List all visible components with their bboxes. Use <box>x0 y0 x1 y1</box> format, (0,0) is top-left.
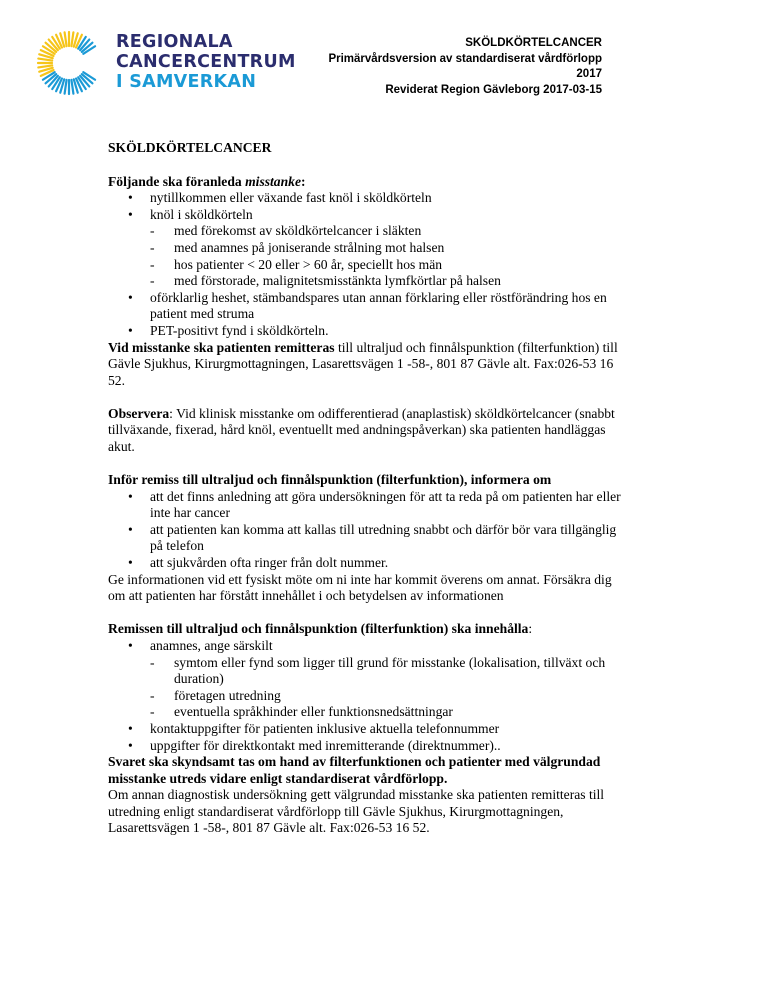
rcc-logo <box>34 28 296 98</box>
logo-line-1: REGIONALA <box>116 32 233 52</box>
sun-ray <box>71 80 73 94</box>
info-paragraph: Ge informationen vid ett fysiskt möte om ni inte har kommit överens om annat. Försäkra dig om att patienten har förstått innehållet i och betydelsen av informationen <box>108 571 612 604</box>
suspicion-section <box>108 174 628 340</box>
sub-list-item: - med förekomst av sköldkörtelcancer i släkten <box>150 223 628 240</box>
list-item-text: oförklarlig heshet, stämbandspares utan annan förklaring eller röstförändring hos en patient med struma <box>150 289 607 322</box>
list-item-text: att det finns anledning att göra undersökningen för att ta reda på om patienten har eller inte har cancer <box>150 488 621 521</box>
answer-paragraph <box>108 754 628 837</box>
sub-list-item: - symtom eller fynd som ligger till grund för misstanke (lokalisation, tillväxt och duration) <box>150 655 628 688</box>
logo-line-2: CANCERCENTRUM <box>116 52 296 72</box>
sun-ray <box>38 65 52 67</box>
list-item <box>108 323 628 340</box>
answer-bold: Svaret ska skyndsamt tas om hand av filterfunktionen och patienter med välgrundad misstanke utreds vidare enligt standardiserat vårdförlopp. <box>108 754 601 786</box>
sun-ray <box>38 59 52 61</box>
list-item-text: att sjukvården ofta ringer från dolt nummer. <box>150 555 389 571</box>
content-list <box>108 638 628 754</box>
header-version: Primärvårdsversion av standardiserat vårdförlopp 2017 <box>328 52 602 80</box>
sun-ray <box>65 80 67 94</box>
sun-ray <box>65 32 67 46</box>
suspicion-heading: Följande ska föranleda misstanke: <box>108 173 306 189</box>
header-title: SKÖLDKÖRTELCANCER <box>465 37 602 49</box>
inform-heading: Inför remiss till ultraljud och finnålspunktion (filterfunktion), informera om <box>108 472 552 488</box>
list-item <box>108 190 628 207</box>
list-item-text: att patienten kan komma att kallas till utredning snabbt och därför bör vara tillgänglig på telefon <box>150 521 617 554</box>
list-item-text: PET-positivt fynd i sköldkörteln. <box>150 322 329 338</box>
logo-wordmark <box>116 32 296 92</box>
content-heading: Remissen till ultraljud och finnålspunktion (filterfunktion) ska innehålla: <box>108 621 533 637</box>
list-item <box>108 638 628 721</box>
inform-section <box>108 472 628 572</box>
observe-paragraph: Observera: Vid klinisk misstanke om odifferentierad (anaplastisk) sköldkörtelcancer (snabbt tillväxande, fixerad, hård knöl, eventuellt med andningspåverkan) ska patienten handläggas akut. <box>108 405 615 454</box>
list-item-text: uppgifter för direktkontakt med inremitterande (direktnummer).. <box>150 737 501 753</box>
sub-list <box>150 223 628 289</box>
content-section <box>108 621 628 754</box>
list-item-text: anamnes, ange särskilt <box>150 637 273 653</box>
document-header <box>300 36 602 98</box>
sun-logo-icon <box>34 28 108 98</box>
logo-line-3: I SAMVERKAN <box>116 72 257 92</box>
sub-list-item: - företagen utredning <box>150 688 628 705</box>
sub-list-item: - hos patienter < 20 eller > 60 år, speciellt hos män <box>150 257 628 274</box>
list-item <box>108 207 628 290</box>
suspicion-list <box>108 190 628 339</box>
sub-list-item: - med förstorade, malignitetsmisstänkta lymfkörtlar på halsen <box>150 273 628 290</box>
list-item-text: kontaktuppgifter för patienten inklusive aktuella telefonnummer <box>150 720 500 736</box>
list-item <box>108 489 628 522</box>
document-body <box>108 140 628 837</box>
answer-text: Om annan diagnostisk undersökning gett välgrundad misstanke ska patienten remitteras till utredning enligt standardiserat vårdförlopp till Gävle Sjukhus, Kirurgmottagningen, Lasarettsvägen 1 -58-, 801 87 Gävle alt. Fax:026-53 16 52. <box>108 787 605 836</box>
sun-ray <box>71 32 73 46</box>
referral-paragraph: Vid misstanke ska patienten remitteras till ultraljud och finnålspunktion (filterfunktion) till Gävle Sjukhus, Kirurgmottagningen, Lasarettsvägen 1 -58-, 801 87 Gävle alt. Fax:026-53 16 52. <box>108 339 618 388</box>
sub-list-item: - eventuella språkhinder eller funktionsnedsättningar <box>150 704 628 721</box>
sub-list-item: - med anamnes på joniserande strålning mot halsen <box>150 240 628 257</box>
list-item-text: knöl i sköldkörteln <box>150 206 253 222</box>
page-title: SKÖLDKÖRTELCANCER <box>108 140 272 155</box>
list-item <box>108 522 628 555</box>
list-item-text: nytillkommen eller växande fast knöl i sköldkörteln <box>150 190 432 206</box>
sub-list <box>150 655 628 721</box>
list-item <box>108 555 628 572</box>
inform-list <box>108 489 628 572</box>
list-item <box>108 721 628 738</box>
header-revision: Reviderat Region Gävleborg 2017-03-15 <box>385 83 602 96</box>
list-item <box>108 738 628 755</box>
list-item <box>108 290 628 323</box>
